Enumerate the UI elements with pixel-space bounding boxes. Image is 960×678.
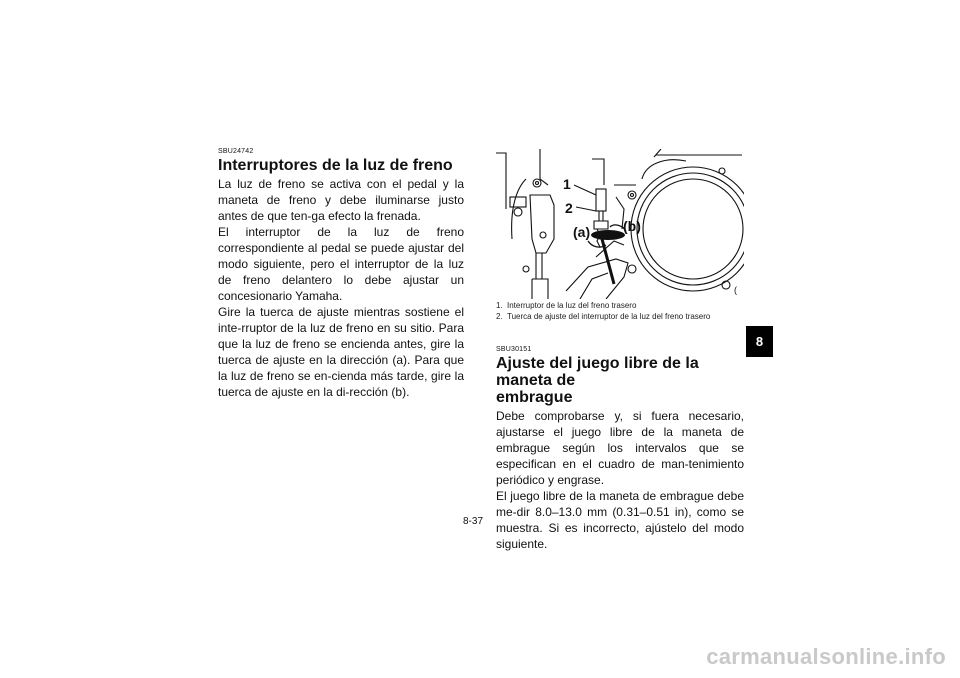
heading-line: Ajuste del juego libre de la maneta de [496, 355, 699, 389]
page-number: 8-37 [463, 516, 484, 527]
heading-line: embrague [496, 389, 573, 406]
engine-drawing [496, 149, 744, 299]
label-a: (a) [573, 224, 591, 240]
caption-number: 2. [496, 312, 503, 321]
caption-number: 1. [496, 301, 503, 310]
label-1: 1 [563, 176, 571, 192]
brake-switch-illustration [496, 149, 744, 299]
label-2: 2 [565, 200, 573, 216]
section-code: SBU30151 [496, 346, 532, 353]
caption-text: Interruptor de la luz del freno trasero [507, 301, 637, 310]
section-code: SBU24742 [218, 148, 254, 155]
caption-item [496, 300, 744, 311]
watermark: carmanualsonline.info [706, 644, 946, 669]
chapter-tab: 8 [746, 326, 773, 357]
paragraph: Gire la tuerca de ajuste mientras sostiene el inte-rruptor de la luz de freno en su sitio. Para que la luz de freno se encienda antes, gire la tuerca de ajuste en la dirección (a). Para que la luz de freno se en-cienda más tarde, gire la tuerca de ajuste en la di-rección (b). [218, 305, 464, 399]
label-b: (b) [623, 218, 641, 234]
figure-captions [496, 300, 744, 322]
left-column [218, 148, 464, 400]
figure-corner-mark: ( [734, 285, 737, 295]
paragraph: Debe comprobarse y, si fuera necesario, ajustarse el juego libre de la maneta de embrague según los intervalos que se especifican en el cuadro de man-tenimiento periódico y engrase. [496, 409, 744, 487]
section-heading [496, 355, 744, 406]
section-heading: Interruptores de la luz de freno [218, 157, 453, 174]
paragraph: La luz de freno se activa con el pedal y la maneta de freno y debe iluminarse justo antes de que ten-ga efecto la frenada. [218, 177, 464, 223]
paragraph: El interruptor de la luz de freno correspondiente al pedal se puede ajustar del modo siguiente, pero el interruptor de la luz de freno delantero lo debe ajustar un concesionario Yamaha. [218, 225, 464, 303]
caption-text: Tuerca de ajuste del interruptor de la luz del freno trasero [507, 312, 711, 321]
caption-item [496, 311, 744, 322]
right-column [496, 300, 744, 552]
paragraph: El juego libre de la maneta de embrague debe me-dir 8.0–13.0 mm (0.31–0.51 in), como se muestra. Si es incorrecto, ajústelo del modo siguiente. [496, 489, 744, 551]
